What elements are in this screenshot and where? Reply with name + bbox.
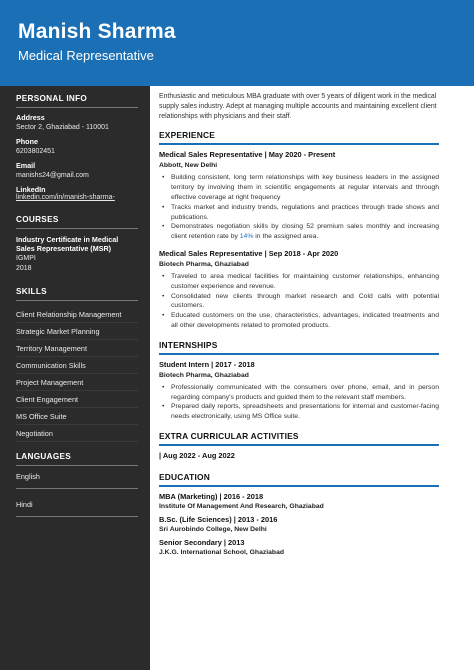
extra-curricular-entry: | Aug 2022 - Aug 2022 (159, 450, 235, 460)
skills-heading: SKILLS (16, 287, 47, 296)
divider (16, 300, 138, 301)
job-bullet: • Traveled to area medical facilities for maintaining customer relationships, enhancing customer experience and revenue. (159, 272, 439, 292)
course-year: 2018 (16, 265, 32, 272)
job-bullet: • Building consistent, long term relationships with key business leaders in the assigned territory by involving them in scientific engagements at regular intervals and through effective coverage at right frequency (159, 173, 439, 202)
section-rule (159, 353, 439, 355)
extra-curricular-heading: EXTRA CURRICULAR ACTIVITIES (159, 430, 299, 441)
job-bullet: • Consolidated new clients through market research and Cold calls with potential customers. (159, 292, 439, 312)
internship-bullets (159, 383, 439, 422)
skill-item: Strategic Market Planning (16, 323, 138, 340)
skill-item: MS Office Suite (16, 408, 138, 425)
linkedin-label: LinkedIn (16, 185, 46, 194)
job-bullet: • Demonstrates negotiation skills by closing 52 premium sales monthly and increasing client retention rate by 14% in the assigned area. (159, 222, 439, 242)
job-bullet: • Educated customers on the use, characteristics, advantages, indicated treatments and all other developments related to promoted products. (159, 311, 439, 331)
skill-item: Client Engagement (16, 391, 138, 408)
skill-item: Communication Skills (16, 357, 138, 374)
course-org: IGMPI (16, 255, 36, 262)
languages-heading: LANGUAGES (16, 452, 72, 461)
education-org: Institute Of Management And Research, Ghaziabad (159, 502, 324, 510)
job-title: Medical Sales Representative | Sep 2018 - Apr 2020 (159, 248, 339, 258)
education-title: B.Sc. (Life Sciences) | 2013 - 2016 (159, 514, 278, 524)
job-org: Biotech Pharma, Ghaziabad (159, 260, 249, 268)
language-item: Hindi (16, 500, 33, 509)
profile-summary: Enthusiastic and meticulous MBA graduate with over 5 years of diligent work in the medical supply sales industry. Adept at managing multiple accounts and maintaining excellent client relationships with physicians and their staff. (159, 93, 437, 120)
internship-bullet: • Prepared daily reports, spreadsheets and presentations for internal and customer-facing needs electronically, using MS Office suite. (159, 402, 439, 422)
job-bullets (159, 173, 439, 242)
internship-bullet: • Professionally communicated with the consumers over phone, email, and in person regarding company's products and guided them to the relevant staff members. (159, 383, 439, 403)
resume-header (0, 0, 474, 86)
language-divider (16, 516, 138, 517)
internships-heading: INTERNSHIPS (159, 339, 218, 350)
linkedin-link[interactable]: linkedin.com/in/manish-sharma- (16, 194, 115, 201)
highlight-value: 14% (239, 233, 254, 241)
course-title: Industry Certificate in Medical Sales Representative (MSR) (16, 235, 119, 253)
education-org: Sri Aurobindo College, New Delhi (159, 525, 267, 533)
section-rule (159, 485, 439, 487)
education-title: MBA (Marketing) | 2016 - 2018 (159, 491, 264, 501)
job-bullet: • Tracks market and industry trends, regulations and practices through trade shows and publications. (159, 203, 439, 223)
skill-item: Client Relationship Management (16, 306, 138, 323)
personal-info-heading: PERSONAL INFO (16, 94, 88, 103)
internship-org: Biotech Pharma, Ghaziabad (159, 371, 249, 379)
sidebar (0, 86, 150, 670)
education-org: J.K.G. International School, Ghaziabad (159, 548, 285, 556)
job-title: Medical Sales Representative | May 2020 - Present (159, 150, 336, 160)
job-bullets (159, 272, 439, 331)
phone-label: Phone (16, 137, 38, 146)
address-label: Address (16, 113, 45, 122)
skill-item: Negotiation (16, 425, 138, 442)
main-content (159, 86, 439, 670)
email-value[interactable]: manishs24@gmail.com (16, 172, 89, 179)
candidate-name: Manish Sharma (18, 20, 176, 43)
skill-item: Project Management (16, 374, 138, 391)
email-label: Email (16, 161, 36, 170)
divider (16, 465, 138, 466)
skill-item: Territory Management (16, 340, 138, 357)
section-rule (159, 444, 439, 446)
section-rule (159, 143, 439, 145)
divider (16, 107, 138, 108)
candidate-role: Medical Representative (18, 48, 154, 63)
address-value: Sector 2, Ghaziabad - 110001 (16, 124, 109, 131)
language-divider (16, 488, 138, 489)
language-item: English (16, 472, 40, 481)
experience-heading: EXPERIENCE (159, 130, 215, 141)
job-org: Abbott, New Delhi (159, 162, 218, 170)
courses-heading: COURSES (16, 215, 59, 224)
education-heading: EDUCATION (159, 471, 210, 482)
internship-title: Student Intern | 2017 - 2018 (159, 359, 255, 369)
phone-value: 6203802451 (16, 148, 55, 155)
education-title: Senior Secondary | 2013 (159, 537, 245, 547)
divider (16, 228, 138, 229)
